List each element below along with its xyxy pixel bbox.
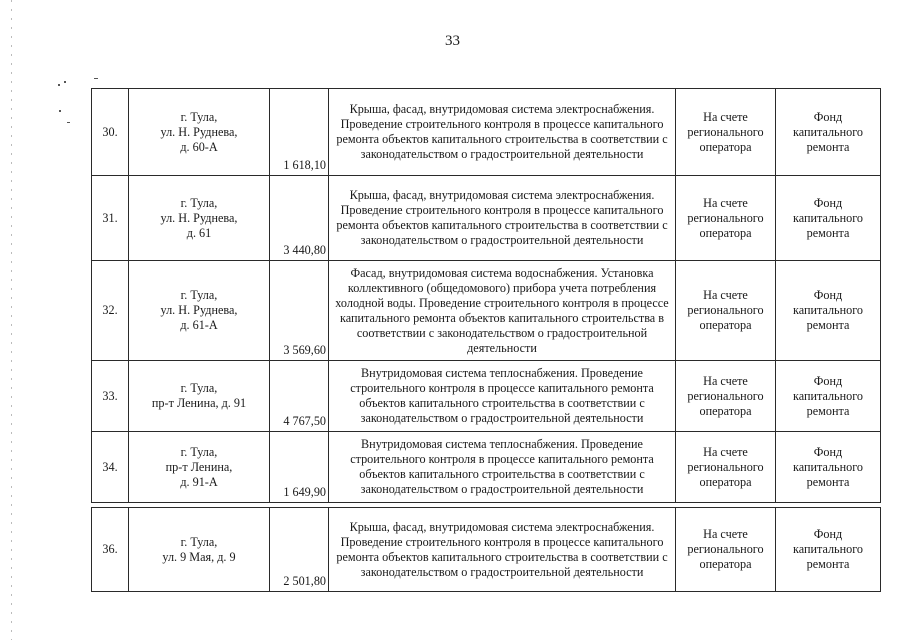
- area-cell: 1 649,90: [270, 432, 329, 503]
- row-number: 36.: [92, 508, 129, 592]
- funding-source-cell: Фонд капитального ремонта: [776, 176, 881, 261]
- table-row: [92, 508, 881, 592]
- area-cell: 1 618,10: [270, 89, 329, 176]
- table-row: [92, 361, 881, 432]
- page-number: 33: [445, 33, 460, 49]
- work-description-cell: Внутридомовая система теплоснабжения. Проведение строительного контроля в процессе капитального ремонта объектов капитального строительства в соответствии с законодательством о градостроительной деятельности: [329, 361, 676, 432]
- work-description-cell: Крыша, фасад, внутридомовая система электроснабжения. Проведение строительного контроля в процессе капитального ремонта объектов капитального строительства в соответствии с законодательством о градостроительной деятельности: [329, 176, 676, 261]
- account-cell: На счете регионального оператора: [676, 89, 776, 176]
- work-description-cell: Внутридомовая система теплоснабжения. Проведение строительного контроля в процессе капитального ремонта объектов капитального строительства в соответствии с законодательством о градостроительной деятельности: [329, 432, 676, 503]
- account-cell: На счете регионального оператора: [676, 176, 776, 261]
- address-cell: [129, 361, 270, 432]
- scan-edge: [11, 0, 12, 640]
- address-line: ул. Н. Руднева,: [160, 210, 238, 225]
- repair-registry-table: [91, 88, 881, 592]
- row-number: 30.: [92, 89, 129, 176]
- address-cell: [129, 508, 270, 592]
- row-number: 31.: [92, 176, 129, 261]
- address-line: г. Тула,: [180, 444, 218, 459]
- scan-speck: [64, 81, 66, 83]
- account-cell: На счете регионального оператора: [676, 508, 776, 592]
- address-cell: [129, 89, 270, 176]
- scan-speck: [67, 122, 70, 123]
- table-row: [92, 176, 881, 261]
- table-row: [92, 89, 881, 176]
- work-description-cell: Крыша, фасад, внутридомовая система электроснабжения. Проведение строительного контроля в процессе капитального ремонта объектов капитального строительства в соответствии с законодательством о градостроительной деятельности: [329, 89, 676, 176]
- area-cell: 3 440,80: [270, 176, 329, 261]
- account-cell: На счете регионального оператора: [676, 361, 776, 432]
- address-line: г. Тула,: [180, 109, 218, 124]
- address-cell: [129, 261, 270, 361]
- row-number: 34.: [92, 432, 129, 503]
- address-line: г. Тула,: [180, 195, 218, 210]
- funding-source-cell: Фонд капитального ремонта: [776, 261, 881, 361]
- account-cell: На счете регионального оператора: [676, 261, 776, 361]
- address-cell: [129, 176, 270, 261]
- address-line: г. Тула,: [180, 288, 218, 302]
- address-line: д. 61-А: [180, 318, 218, 332]
- scan-speck: [59, 110, 61, 112]
- funding-source-cell: Фонд капитального ремонта: [776, 508, 881, 592]
- address-line: ул. 9 Мая, д. 9: [162, 549, 236, 564]
- address-line: д. 60-А: [180, 139, 218, 154]
- area-cell: 3 569,60: [270, 261, 329, 361]
- address-line: ул. Н. Руднева,: [160, 303, 238, 317]
- area-cell: 2 501,80: [270, 508, 329, 592]
- address-line: г. Тула,: [180, 381, 218, 395]
- address-cell: [129, 432, 270, 503]
- work-description-cell: Крыша, фасад, внутридомовая система электроснабжения. Проведение строительного контроля в процессе капитального ремонта объектов капитального строительства в соответствии с законодательством о градостроительной деятельности: [329, 508, 676, 592]
- area-cell: 4 767,50: [270, 361, 329, 432]
- funding-source-cell: Фонд капитального ремонта: [776, 432, 881, 503]
- funding-source-cell: Фонд капитального ремонта: [776, 361, 881, 432]
- scan-speck: [94, 78, 98, 79]
- address-line: д. 91-А: [180, 474, 218, 489]
- address-line: ул. Н. Руднева,: [160, 124, 238, 139]
- scan-speck: [58, 84, 60, 86]
- address-line: пр-т Ленина, д. 91: [151, 396, 247, 410]
- row-number: 33.: [92, 361, 129, 432]
- address-line: д. 61: [186, 225, 212, 240]
- table-row: [92, 432, 881, 503]
- account-cell: На счете регионального оператора: [676, 432, 776, 503]
- row-number: 32.: [92, 261, 129, 361]
- work-description-cell: Фасад, внутридомовая система водоснабжения. Установка коллективного (общедомового) прибора учета потребления холодной воды. Проведение строительного контроля в процессе капитального ремонта объектов капитального строительства в соответствии с законодательством о градостроительной деятельности: [329, 261, 676, 361]
- address-line: пр-т Ленина,: [165, 459, 233, 474]
- funding-source-cell: Фонд капитального ремонта: [776, 89, 881, 176]
- table-row: [92, 261, 881, 361]
- address-line: г. Тула,: [180, 534, 218, 549]
